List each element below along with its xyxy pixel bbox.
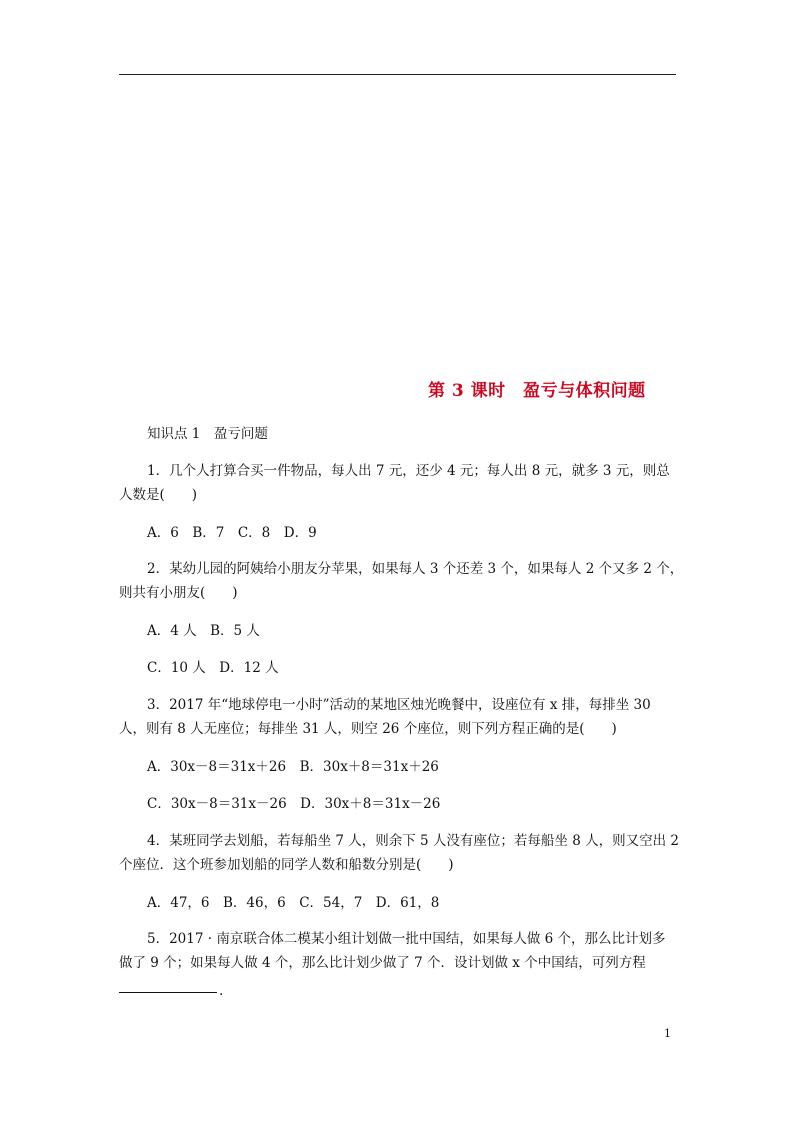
question-4-line-1: 4．某班同学去划船，若每船坐 7 人，则余下 5 人没有座位；若每船坐 8 人，则又空出 2 bbox=[147, 833, 679, 849]
question-2-line-1: 2．某幼儿园的阿姨给小朋友分苹果，如果每人 3 个还差 3 个，如果每人 2 个又多 2 个， bbox=[147, 561, 684, 577]
question-3-line-1: 3．2017 年“地球停电一小时”活动的某地区烛光晚餐中，设座位有 x 排，每排坐 30 bbox=[147, 697, 651, 713]
section-heading: 知识点 1 盈亏问题 bbox=[147, 426, 268, 442]
answer-blank[interactable] bbox=[119, 992, 217, 993]
question-1-line-2: 人数是( ) bbox=[119, 487, 198, 503]
question-3-line-2: 人，则有 8 人无座位；每排坐 31 人，则空 26 个座位，则下列方程正确的是( ) bbox=[119, 721, 617, 737]
question-3-options-row-2: C．30x－8＝31x－26 D．30x＋8＝31x－26 bbox=[147, 796, 441, 812]
header-rule bbox=[119, 74, 676, 75]
question-2-options-row-2: C．10 人 D．12 人 bbox=[147, 660, 279, 676]
question-5-options: A．47，6 B．46，6 C．54，7 D．61，8 bbox=[147, 895, 440, 911]
question-3-options-row-1: A．30x－8＝31x＋26 B．30x＋8＝31x＋26 bbox=[147, 759, 439, 775]
question-2-options-row-1: A．4 人 B．5 人 bbox=[147, 623, 260, 639]
question-4-line-2: 个座位．这个班参加划船的同学人数和船数分别是( ) bbox=[119, 857, 454, 873]
lesson-title: 第 3 课时 盈亏与体积问题 bbox=[428, 381, 646, 401]
question-1-options: A．6 B．7 C．8 D．9 bbox=[147, 525, 317, 541]
question-1-line-1: 1．几个人打算合买一件物品，每人出 7 元，还少 4 元；每人出 8 元，就多 3 元，则总 bbox=[147, 463, 670, 479]
page-number: 1 bbox=[664, 1027, 671, 1040]
question-5-line-2: 做了 9 个；如果每人做 4 个，那么比计划少做了 7 个．设计划做 x 个中国结，可列方程 bbox=[119, 955, 646, 971]
question-2-line-2: 则共有小朋友( ) bbox=[119, 585, 238, 601]
answer-blank-period: . bbox=[219, 983, 224, 999]
question-5-line-1: 5．2017 · 南京联合体二模某小组计划做一批中国结，如果每人做 6 个，那么比计划多 bbox=[147, 931, 666, 947]
